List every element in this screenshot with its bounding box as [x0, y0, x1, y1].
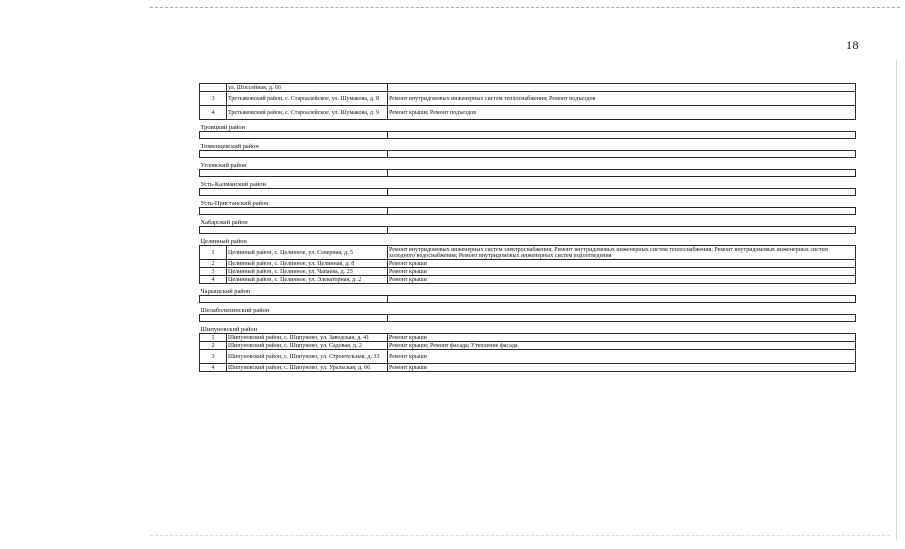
district-heading-row: [200, 216, 856, 227]
table-row: [200, 342, 856, 350]
work-type-cell: Ремонт крыши; Ремонт фасада; Утепление фасада: [388, 342, 856, 350]
work-type-cell: Ремонт внутридомовых инженерных систем электроснабжения; Ремонт внутридомовых инженерных систем теплоснабжения; Ремонт внутридомовых инженерных систем холодного водоснабжения; Ремонт внутридомовых инженерных систем водоотведения: [388, 246, 856, 260]
work-type-cell: Ремонт крыши: [388, 276, 856, 284]
address-cell: Целинный район, с. Целинное, ул. Целинная, д. 8: [227, 260, 388, 268]
table-row: [200, 246, 856, 260]
empty-cell: [200, 227, 388, 234]
row-number: 4: [200, 106, 227, 120]
district-heading-row: [200, 140, 856, 151]
empty-row: [200, 227, 856, 234]
table-row: [200, 84, 856, 92]
table-row: [200, 276, 856, 284]
district-name: Троицкий район: [200, 121, 856, 132]
address-cell: Шипуновский район, с. Шипуново, ул. Строительная, д. 33: [227, 350, 388, 364]
address-cell: Целинный район, с. Целинное, ул. Элеваторная, д. 2: [227, 276, 388, 284]
district-heading-row: [200, 304, 856, 315]
district-heading-row: [200, 197, 856, 208]
district-name: Тюменцевский район: [200, 140, 856, 151]
row-number: 2: [200, 342, 227, 350]
district-heading-row: [200, 323, 856, 334]
address-cell: Шипуновский район, с. Шипуново, ул. Заводская, д. 41: [227, 334, 388, 342]
row-number: 2: [200, 260, 227, 268]
work-type-cell: Ремонт крыши: [388, 268, 856, 276]
row-number: 3: [200, 350, 227, 364]
register-table-body: [200, 84, 856, 372]
work-type-cell: [388, 84, 856, 92]
row-number: 3: [200, 268, 227, 276]
address-cell: ул. Шоссейная, д. 66: [227, 84, 388, 92]
district-heading-row: [200, 159, 856, 170]
empty-cell: [388, 315, 856, 322]
empty-row: [200, 189, 856, 196]
empty-cell: [200, 151, 388, 158]
empty-row: [200, 296, 856, 303]
row-number: 4: [200, 364, 227, 372]
work-type-cell: Ремонт крыши: [388, 364, 856, 372]
district-name: Усть-Пристанский район: [200, 197, 856, 208]
address-cell: Третьяковский район, с. Староалейское, ул. Шумакова, д. 9: [227, 106, 388, 120]
work-type-cell: Ремонт крыши; Ремонт подъездов: [388, 106, 856, 120]
district-name: Шелаболихинский район: [200, 304, 856, 315]
district-heading-row: [200, 285, 856, 296]
district-heading-row: [200, 121, 856, 132]
page-edge-right: [896, 60, 897, 540]
empty-cell: [200, 170, 388, 177]
empty-cell: [388, 189, 856, 196]
address-cell: Целинный район, с. Целинное, ул. Чапаева, д. 23: [227, 268, 388, 276]
work-type-cell: Ремонт крыши: [388, 334, 856, 342]
address-cell: Шипуновский район, с. Шипуново, ул. Уральская, д. 66: [227, 364, 388, 372]
empty-cell: [200, 132, 388, 139]
address-cell: Третьяковский район, с. Староалейское, ул. Шумакова, д. 8: [227, 92, 388, 106]
work-type-cell: Ремонт внутридомовых инженерных систем теплоснабжения; Ремонт подъездов: [388, 92, 856, 106]
empty-cell: [388, 227, 856, 234]
district-name: Угловский район: [200, 159, 856, 170]
empty-cell: [388, 296, 856, 303]
district-name: Чарышский район: [200, 285, 856, 296]
district-name: Хабарский район: [200, 216, 856, 227]
scan-artifact-bottom: [150, 535, 890, 536]
row-number: 1: [200, 246, 227, 260]
row-number: 3: [200, 92, 227, 106]
empty-cell: [200, 315, 388, 322]
table-row: [200, 350, 856, 364]
register-table: [199, 83, 856, 372]
page-number: 18: [846, 38, 859, 52]
row-number: 4: [200, 276, 227, 284]
district-heading-row: [200, 235, 856, 246]
address-cell: Целинный район, с. Целинное, ул. Северная, д. 5: [227, 246, 388, 260]
table-row: [200, 260, 856, 268]
table-row: [200, 92, 856, 106]
table-row: [200, 334, 856, 342]
empty-cell: [388, 170, 856, 177]
empty-cell: [200, 189, 388, 196]
empty-row: [200, 170, 856, 177]
table-row: [200, 364, 856, 372]
row-number: 1: [200, 334, 227, 342]
address-cell: Шипуновский район, с. Шипуново, ул. Садовая, д. 2: [227, 342, 388, 350]
empty-row: [200, 208, 856, 215]
table-row: [200, 268, 856, 276]
empty-cell: [200, 296, 388, 303]
empty-cell: [388, 151, 856, 158]
empty-row: [200, 132, 856, 139]
empty-cell: [388, 132, 856, 139]
district-heading-row: [200, 178, 856, 189]
empty-cell: [388, 208, 856, 215]
work-type-cell: Ремонт крыши: [388, 350, 856, 364]
work-type-cell: Ремонт крыши: [388, 260, 856, 268]
district-name: Усть-Калманский район: [200, 178, 856, 189]
scan-artifact-top: [150, 7, 900, 8]
table-row: [200, 106, 856, 120]
empty-row: [200, 315, 856, 322]
row-number: [200, 84, 227, 92]
empty-cell: [200, 208, 388, 215]
district-name: Целинный район: [200, 235, 856, 246]
district-name: Шипуновский район: [200, 323, 856, 334]
empty-row: [200, 151, 856, 158]
